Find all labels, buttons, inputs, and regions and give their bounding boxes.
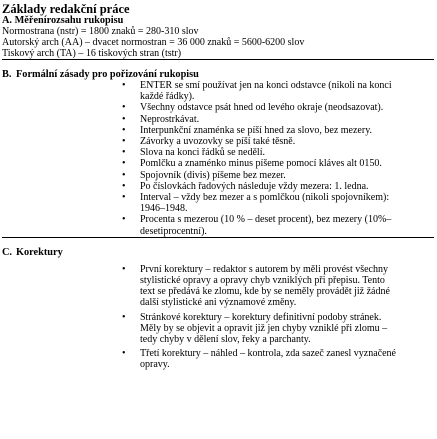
section-b-letter: B. xyxy=(2,69,12,80)
list-item-text: Třetí korektury – náhled – kontrola, zda sazeč zanesl vyznačené xyxy=(140,348,396,360)
bullet-icon: • xyxy=(122,113,126,125)
list-item xyxy=(122,312,434,346)
section-a-line: Normostrana (nstr) = 1800 znaků = 280-310 slov xyxy=(2,26,199,37)
list-item xyxy=(122,136,434,147)
bullet-icon: • xyxy=(122,147,126,159)
list-item xyxy=(122,264,434,309)
bullet-icon: • xyxy=(122,311,126,323)
bullet-icon: • xyxy=(122,263,126,275)
section-b-heading xyxy=(2,69,434,80)
list-item-text: další stylistické ani významové změny. xyxy=(140,297,297,309)
list-item-text: Závorky a uvozovky se píší také těsně. xyxy=(140,136,296,148)
list-item xyxy=(122,192,434,214)
list-item xyxy=(122,102,434,113)
section-a-body xyxy=(2,26,434,59)
bullet-icon: • xyxy=(122,158,126,170)
bullet-icon: • xyxy=(122,214,126,226)
list-item-text: Pomlčku a znaménko minus píšeme pomocí kláves alt 0150. xyxy=(140,158,382,170)
document xyxy=(2,3,434,374)
list-item-text: Po číslovkách řadových následuje vždy mezera: 1. ledna. xyxy=(140,180,369,192)
list-item xyxy=(122,348,434,370)
list-item-text: Procenta s mezerou (10 % – deset procent), bez mezery (10%– xyxy=(140,214,392,226)
list-item xyxy=(122,158,434,169)
bullet-icon: • xyxy=(122,348,126,360)
list-item-text: každé řádky). xyxy=(140,91,195,103)
list-item-text: První korektury – redaktor s autorem by měli provést všechny xyxy=(140,263,388,275)
section-b-title: Formální zásady pro pořizování rukopisu xyxy=(16,69,199,80)
list-item-text: Interpunkční znaménka se píší hned za slovo, bez mezery. xyxy=(140,124,373,136)
list-item-text: ENTER se smí používat jen na konci odstavce (nikoli na konci xyxy=(140,80,392,91)
list-item xyxy=(122,114,434,125)
section-b-list xyxy=(2,80,434,237)
bullet-icon: • xyxy=(122,124,126,136)
section-c-title: Korektury xyxy=(16,246,63,258)
list-item-text: Spojovník (divis) píšeme bez mezer. xyxy=(140,169,286,181)
list-item xyxy=(122,125,434,136)
list-item-text: 1946–1948. xyxy=(140,203,188,215)
list-item-text: opravy. xyxy=(140,359,170,371)
bullet-icon: • xyxy=(122,80,126,91)
section-c-list xyxy=(2,264,434,371)
section-c-heading xyxy=(2,247,434,258)
section-c-letter: C. xyxy=(2,246,13,258)
list-item-text: desetiprocentní). xyxy=(140,225,207,237)
section-a-line: Tiskový arch (TA) – 16 tiskových stran (tstr) xyxy=(2,48,182,59)
bullet-icon: • xyxy=(122,192,126,204)
bullet-icon: • xyxy=(122,169,126,181)
list-item-text: Stránkové korektury – korektury definitivní podoby stránek. xyxy=(140,311,382,323)
list-item xyxy=(122,80,434,102)
list-item-text: tedy chyby v dělení slov, řeky a parchanty. xyxy=(140,334,311,346)
list-item-text: Interval – vždy bez mezer a s pomlčkou (nikoli spojovníkem): xyxy=(140,192,390,204)
list-item-text: Všechny odstavce psát hned od levého okraje (neodsazovat). xyxy=(140,102,384,114)
list-item-text: stylistické opravy a opravy chyb vzniklých při přepisu. Tento xyxy=(140,275,385,287)
document-title: Základy redakční práce xyxy=(2,2,130,16)
list-item-text: text se předává ke zlomu, kde by se neměly provádět již žádné xyxy=(140,286,390,298)
bullet-icon: • xyxy=(122,136,126,148)
section-a-heading: A. Měřenírozsahu rukopisu xyxy=(2,15,124,26)
list-item xyxy=(122,181,434,192)
list-item-text: Slova na konci řádků se nedělí. xyxy=(140,147,265,159)
section-a-line: Autorský arch (AA) – dvacet normostran = 36 000 znaků = 5600-6200 slov xyxy=(2,37,305,48)
bullet-icon: • xyxy=(122,102,126,114)
list-item xyxy=(122,170,434,181)
list-item-text: Neprostrkávat. xyxy=(140,113,200,125)
list-item xyxy=(122,214,434,236)
bullet-icon: • xyxy=(122,180,126,192)
list-item xyxy=(122,147,434,158)
list-item-text: Měly by se objevit a opravit již jen chyby vzniklé při zlomu – xyxy=(140,322,388,334)
